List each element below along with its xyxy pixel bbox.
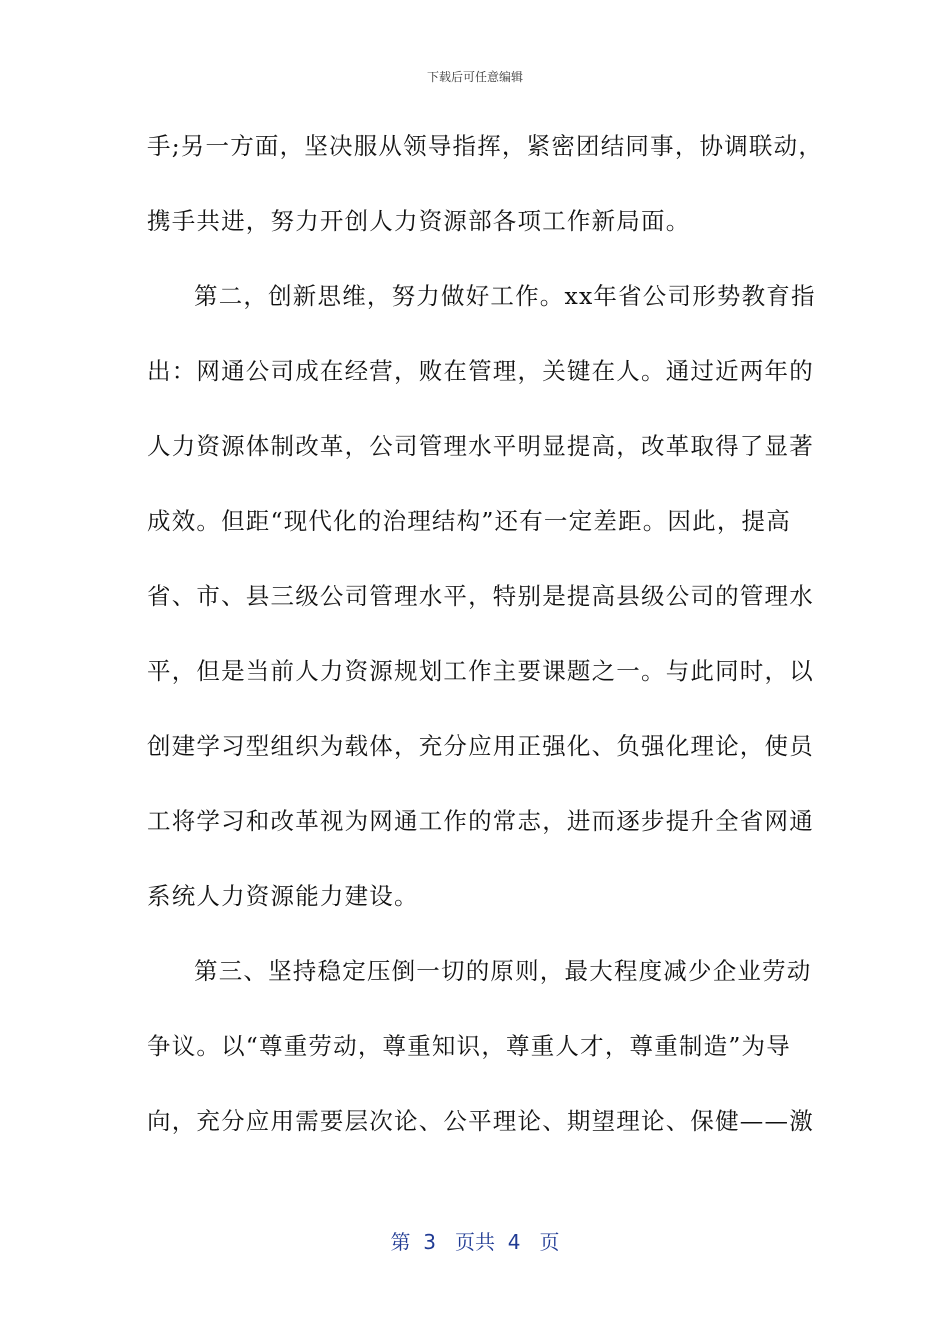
- current-page-number: 3: [423, 1230, 436, 1254]
- paragraph-line: 成效。但距“现代化的治理结构”还有一定差距。因此，提高: [147, 507, 791, 535]
- footer-prefix: 第: [390, 1230, 411, 1254]
- paragraph-line: 第二，创新思维，努力做好工作。xx年省公司形势教育指: [194, 282, 816, 310]
- paragraph-line: 人力资源体制改革，公司管理水平明显提高，改革取得了显著: [147, 432, 814, 460]
- paragraph-line: 第三、坚持稳定压倒一切的原则，最大程度减少企业劳动: [194, 957, 812, 985]
- paragraph-line: 创建学习型组织为载体，充分应用正强化、负强化理论，使员: [147, 732, 814, 760]
- paragraph-line: 向，充分应用需要层次论、公平理论、期望理论、保健——激: [147, 1107, 814, 1135]
- paragraph-line: 系统人力资源能力建设。: [147, 882, 419, 910]
- paragraph-line: 出：网通公司成在经营，败在管理，关键在人。通过近两年的: [147, 357, 814, 385]
- paragraph-line: 手;另一方面，坚决服从领导指挥，紧密团结同事，协调联动，: [147, 132, 824, 160]
- footer-suffix: 页: [539, 1230, 560, 1254]
- total-pages-number: 4: [507, 1230, 521, 1254]
- paragraph-line: 平，但是当前人力资源规划工作主要课题之一。与此同时，以: [147, 657, 814, 685]
- page-footer: [0, 1226, 950, 1255]
- header-note: 下载后可任意编辑: [426, 70, 523, 84]
- document-body: [147, 120, 824, 1170]
- footer-middle: 页共: [455, 1230, 495, 1254]
- paragraph-line: 争议。以“尊重劳动，尊重知识，尊重人才，尊重制造”为导: [147, 1032, 791, 1060]
- paragraph-line: 工将学习和改革视为网通工作的常志，进而逐步提升全省网通: [147, 807, 814, 835]
- paragraph-line: 携手共进，努力开创人力资源部各项工作新局面。: [147, 207, 691, 235]
- paragraph-line: 省、市、县三级公司管理水平，特别是提高县级公司的管理水: [147, 582, 814, 610]
